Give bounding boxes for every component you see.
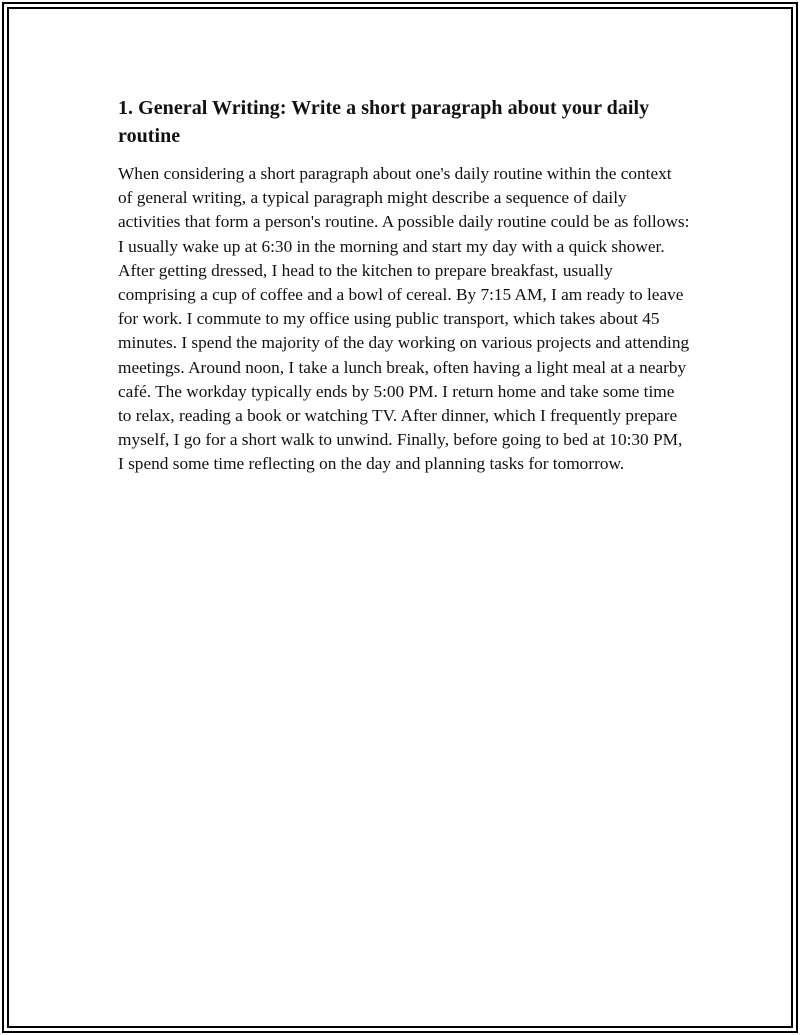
document-content — [118, 94, 690, 477]
body-paragraph: When considering a short paragraph about one's daily routine within the context of general writing, a typical paragraph might describe a sequence of daily activities that form a person's routine. A possible daily routine could be as follows: I usually wake up at 6:30 in the morning and start my day with a quick shower. After getting dressed, I head to the kitchen to prepare breakfast, usually comprising a cup of coffee and a bowl of cereal. By 7:15 AM, I am ready to leave for work. I commute to my office using public transport, which takes about 45 minutes. I spend the majority of the day working on various projects and attending meetings. Around noon, I take a lunch break, often having a light meal at a nearby café. The workday typically ends by 5:00 PM. I return home and take some time to relax, reading a book or watching TV. After dinner, which I frequently prepare myself, I go for a short walk to unwind. Finally, before going to bed at 10:30 PM, I spend some time reflecting on the day and planning tasks for tomorrow. — [118, 164, 690, 474]
section-heading: 1. General Writing: Write a short paragraph about your daily routine — [118, 97, 650, 147]
